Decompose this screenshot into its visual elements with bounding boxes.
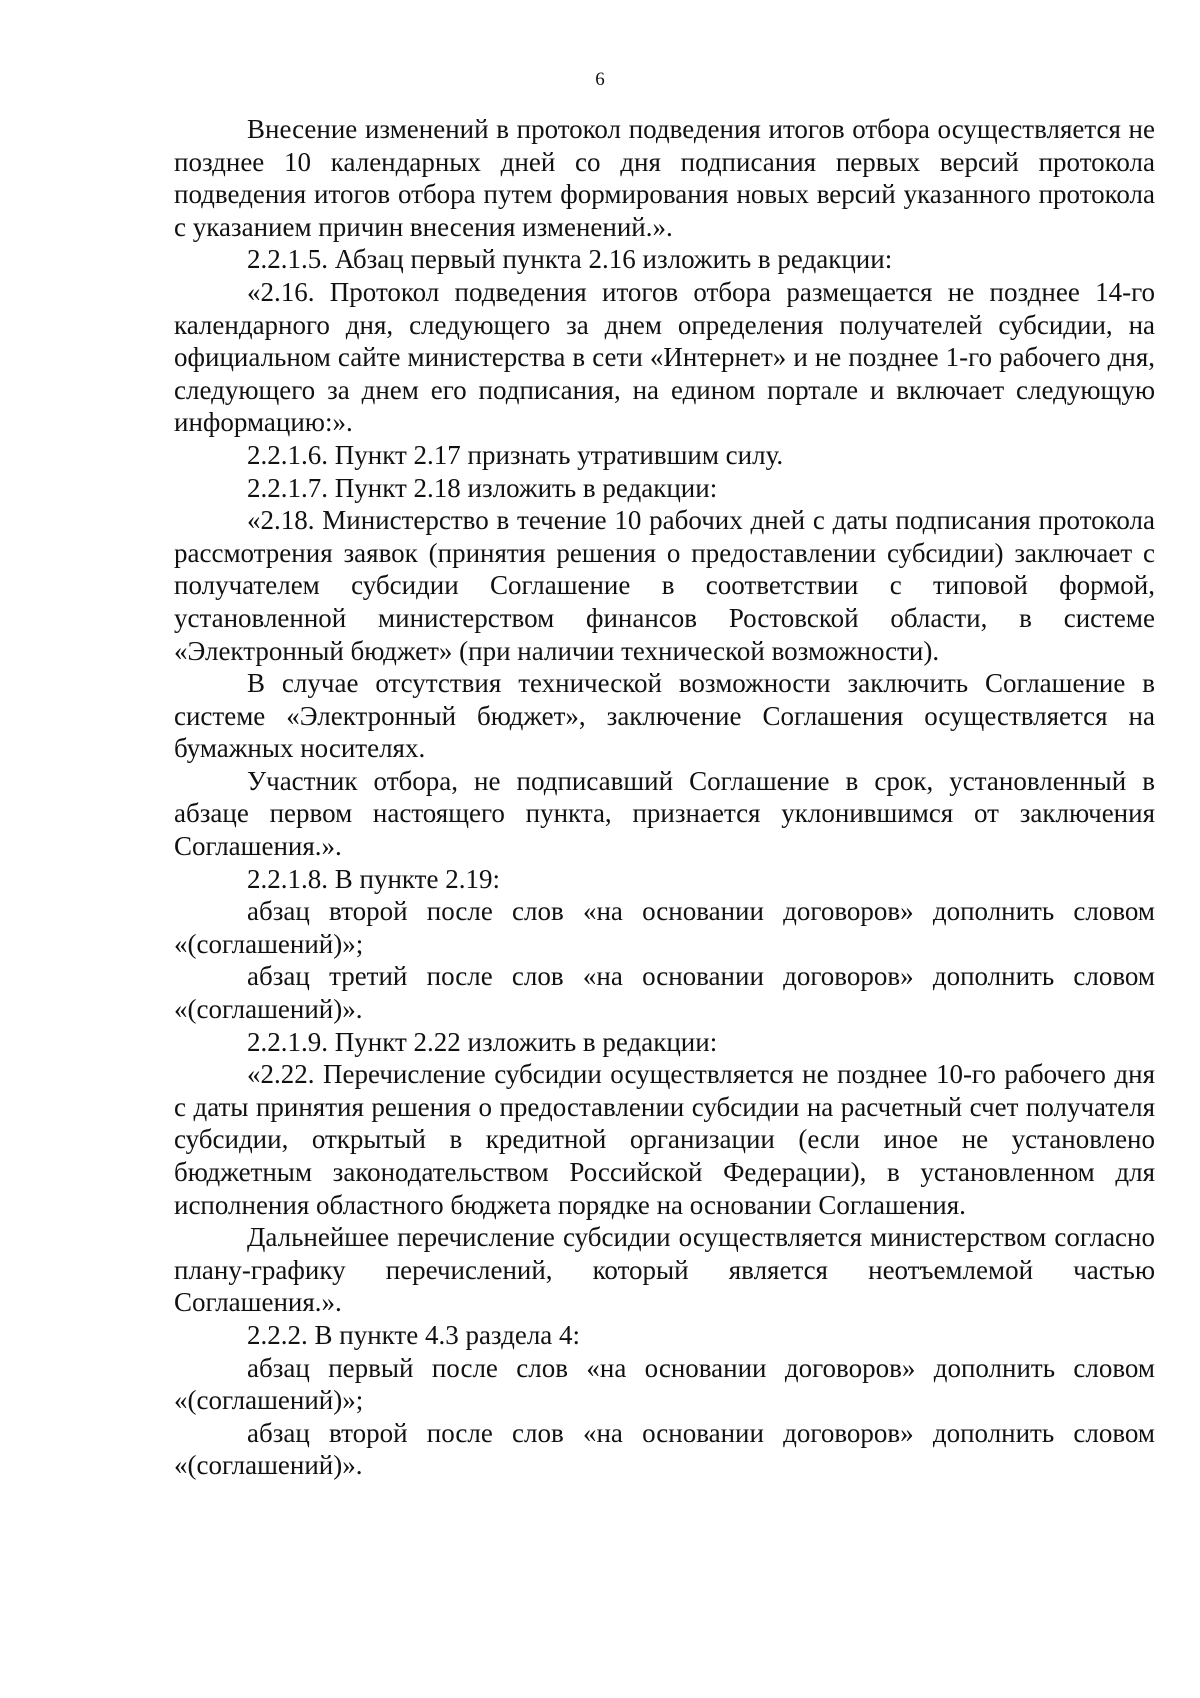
paragraph: Внесение изменений в протокол подведения итогов отбора осуществляется не позднее 10 календарных дней со дня подписания первых версий протокола подведения итогов отбора путем формирования новых версий указанного протокола с указанием причин внесения изменений.». bbox=[174, 114, 1155, 242]
paragraph: «2.22. Перечисление субсидии осуществляется не позднее 10-го рабочего дня с даты принятия решения о предоставлении субсидии на расчетный счет получателя субсидии, открытый в кредитной организации (если иное не установлено бюджетным законодательством Российской Федерации), в установленном для исполнения областного бюджета порядке на основании Соглашения. bbox=[174, 1059, 1155, 1220]
paragraph: абзац третий после слов «на основании договоров» дополнить словом «(соглашений)». bbox=[174, 961, 1155, 1025]
paragraph: 2.2.1.7. Пункт 2.18 изложить в редакции: bbox=[247, 472, 718, 503]
paragraph: абзац первый после слов «на основании договоров» дополнить словом «(соглашений)»; bbox=[174, 1352, 1155, 1416]
paragraph: 2.2.1.8. В пункте 2.19: bbox=[247, 863, 500, 894]
paragraph: абзац второй после слов «на основании договоров» дополнить словом «(соглашений)»; bbox=[174, 896, 1155, 959]
paragraph: 2.2.2. В пункте 4.3 раздела 4: bbox=[247, 1319, 581, 1350]
paragraph: абзац второй после слов «на основании договоров» дополнить словом «(соглашений)». bbox=[174, 1417, 1155, 1481]
paragraph: Участник отбора, не подписавший Соглашение в срок, установленный в абзаце первом настоящего пункта, признается уклонившимся от заключения Соглашения.». bbox=[174, 765, 1155, 862]
paragraph: «2.18. Министерство в течение 10 рабочих дней с даты подписания протокола рассмотрения заявок (принятия решения о предоставлении субсидии) заключает с получателем субсидии Соглашение в соответствии с типовой формой, установленной министерством финансов Ростовской области, в системе «Электронный бюджет» (при наличии технической возможности). bbox=[174, 505, 1155, 666]
paragraph: Дальнейшее перечисление субсидии осуществляется министерством согласно плану-графику перечислений, который является неотъемлемой частью Соглашения.». bbox=[174, 1222, 1155, 1318]
paragraph: «2.16. Протокол подведения итогов отбора размещается не позднее 14-го календарного дня, следующего за днем определения получателей субсидии, на официальном сайте министерства в сети «Интернет» и не позднее 1-го рабочего дня, следующего за днем его подписания, на едином портале и включает следующую информацию:». bbox=[174, 276, 1155, 438]
document-body bbox=[174, 113, 1155, 1482]
paragraph: В случае отсутствия технической возможности заключить Соглашение в системе «Электронный бюджет», заключение Соглашения осуществляется на бумажных носителях. bbox=[174, 668, 1155, 764]
paragraph: 2.2.1.5. Абзац первый пункта 2.16 изложить в редакции: bbox=[247, 244, 893, 275]
page-number: 6 bbox=[595, 69, 605, 90]
paragraph: 2.2.1.6. Пункт 2.17 признать утратившим силу. bbox=[247, 439, 784, 470]
paragraph: 2.2.1.9. Пункт 2.22 изложить в редакции: bbox=[247, 1026, 718, 1057]
